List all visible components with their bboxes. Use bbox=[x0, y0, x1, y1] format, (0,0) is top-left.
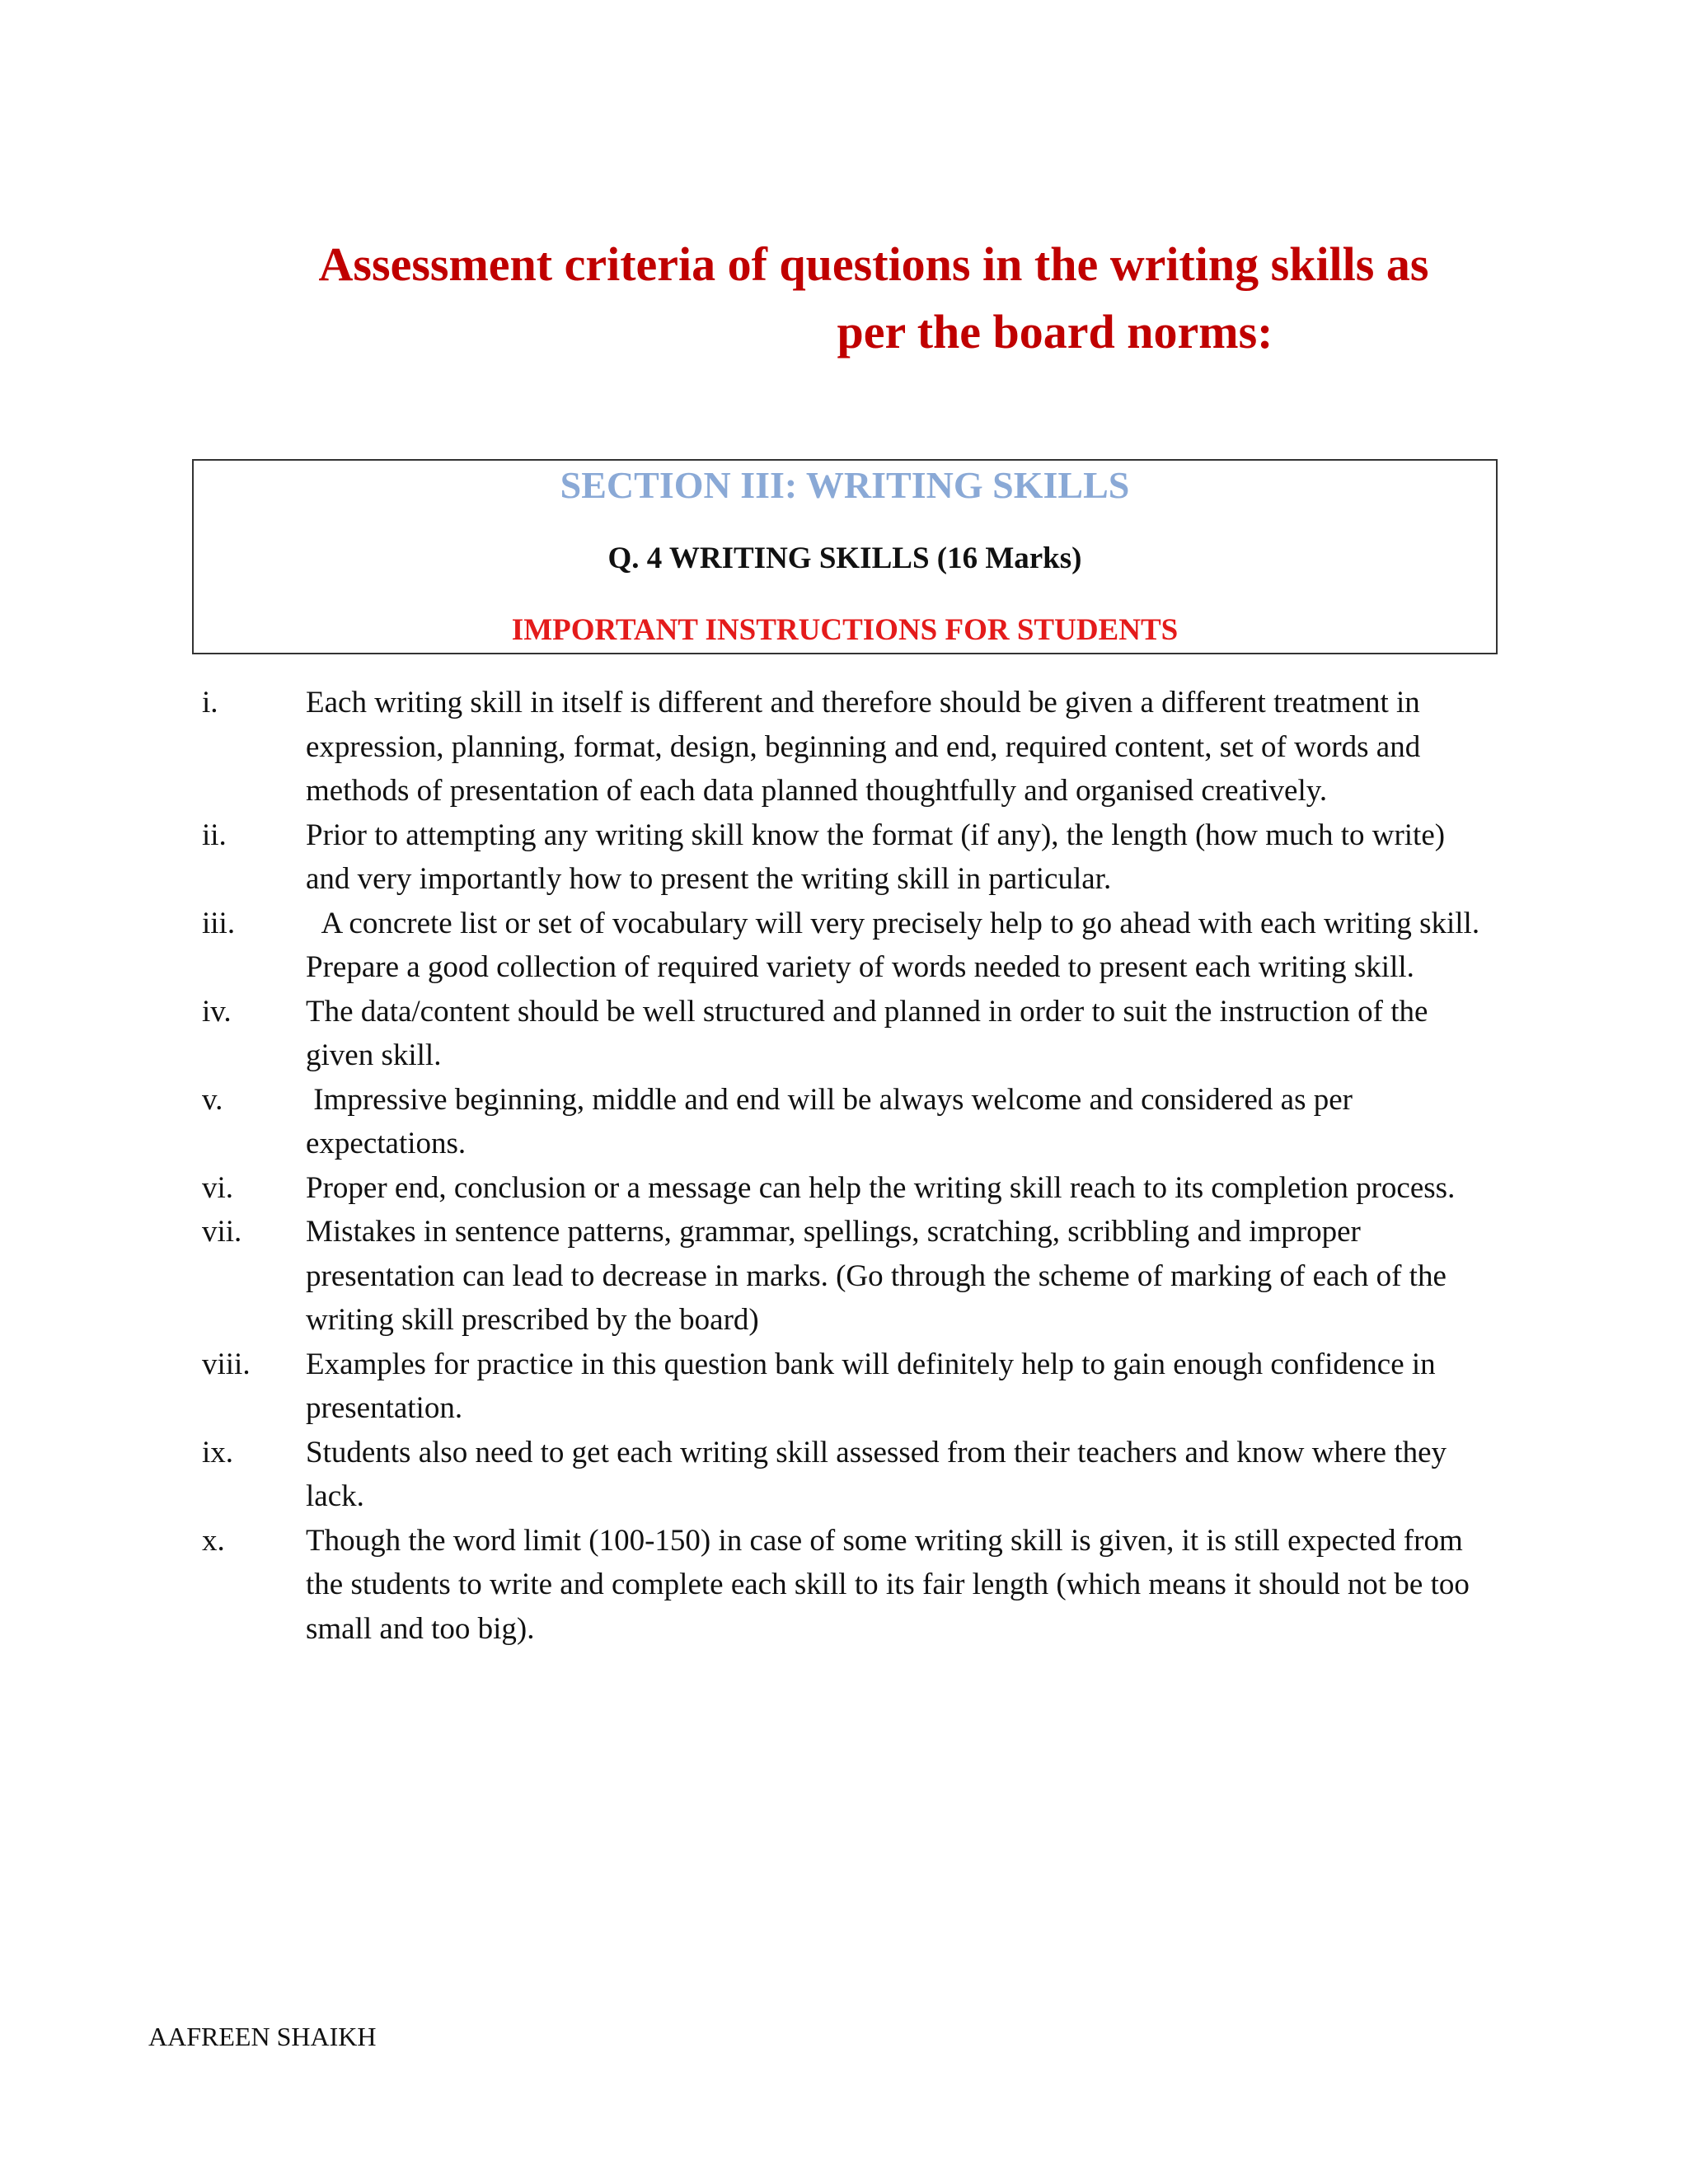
section-header-box bbox=[192, 459, 1498, 654]
instruction-number: vii. bbox=[202, 1215, 242, 1249]
page-title-line-2: per the board norms: bbox=[837, 305, 1273, 359]
instruction-number: v. bbox=[202, 1082, 223, 1117]
page-title bbox=[148, 231, 1599, 366]
instruction-number: ix. bbox=[202, 1435, 234, 1469]
instruction-number: i. bbox=[202, 686, 218, 719]
instruction-text: Prior to attempting any writing skill know the format (if any), the length (how much to write) and very importantly how to present the writing skill in particular. bbox=[306, 818, 1446, 896]
question-heading: Q. 4 WRITING SKILLS (16 Marks) bbox=[607, 541, 1082, 575]
instruction-text: Students also need to get each writing skill assessed from their teachers and know where they lack. bbox=[306, 1435, 1447, 1513]
instruction-number: iv. bbox=[202, 994, 232, 1029]
instruction-item bbox=[202, 990, 1488, 1078]
instruction-number: iii. bbox=[202, 906, 236, 940]
instruction-text: The data/content should be well structured and planned in order to suit the instruction of the given skill. bbox=[306, 994, 1428, 1072]
section-heading: SECTION III: WRITING SKILLS bbox=[560, 464, 1130, 506]
instruction-number: x. bbox=[202, 1523, 225, 1558]
instruction-item bbox=[202, 902, 1488, 990]
instructions-heading: IMPORTANT INSTRUCTIONS FOR STUDENTS bbox=[511, 613, 1179, 647]
instruction-item bbox=[202, 1519, 1488, 1652]
instruction-text: Examples for practice in this question bank will definitely help to gain enough confidence in presentation. bbox=[306, 1347, 1436, 1425]
instruction-item bbox=[202, 813, 1488, 902]
page-title-line-1: Assessment criteria of questions in the writing skills as bbox=[318, 237, 1429, 291]
instruction-text: Proper end, conclusion or a message can help the writing skill reach to its completion process. bbox=[306, 1170, 1456, 1205]
instruction-item bbox=[202, 1078, 1488, 1166]
instruction-text: Mistakes in sentence patterns, grammar, spellings, scratching, scribbling and improper presentation can lead to decrease in marks. (Go through the scheme of marking of each of the writing skill prescribed by the board) bbox=[306, 1215, 1447, 1337]
footer-author: AAFREEN SHAIKH bbox=[148, 2022, 377, 2051]
instruction-text: A concrete list or set of vocabulary will very precisely help to go ahead with each writing skill. Prepare a good collection of required variety of words needed to present each writing skill. bbox=[306, 906, 1488, 984]
instruction-item bbox=[202, 1343, 1488, 1431]
instruction-item bbox=[202, 681, 1488, 813]
instruction-number: viii. bbox=[202, 1347, 251, 1381]
instruction-text: Each writing skill in itself is different and therefore should be given a different treatment in expression, planning, format, design, beginning and end, required content, set of words and methods of presentation of each data planned thoughtfully and organised creatively. bbox=[306, 686, 1421, 808]
instruction-number: ii. bbox=[202, 818, 227, 852]
instruction-item bbox=[202, 1431, 1488, 1519]
instruction-text: Though the word limit (100-150) in case of some writing skill is given, it is still expected from the students to write and complete each skill to its fair length (which means it should not be too small and too big). bbox=[306, 1523, 1470, 1646]
instruction-text: Impressive beginning, middle and end will be always welcome and considered as per expectations. bbox=[306, 1082, 1361, 1160]
instruction-item bbox=[202, 1210, 1488, 1343]
instructions-list bbox=[202, 681, 1488, 1651]
instruction-number: vi. bbox=[202, 1170, 234, 1205]
instruction-item bbox=[202, 1166, 1488, 1211]
